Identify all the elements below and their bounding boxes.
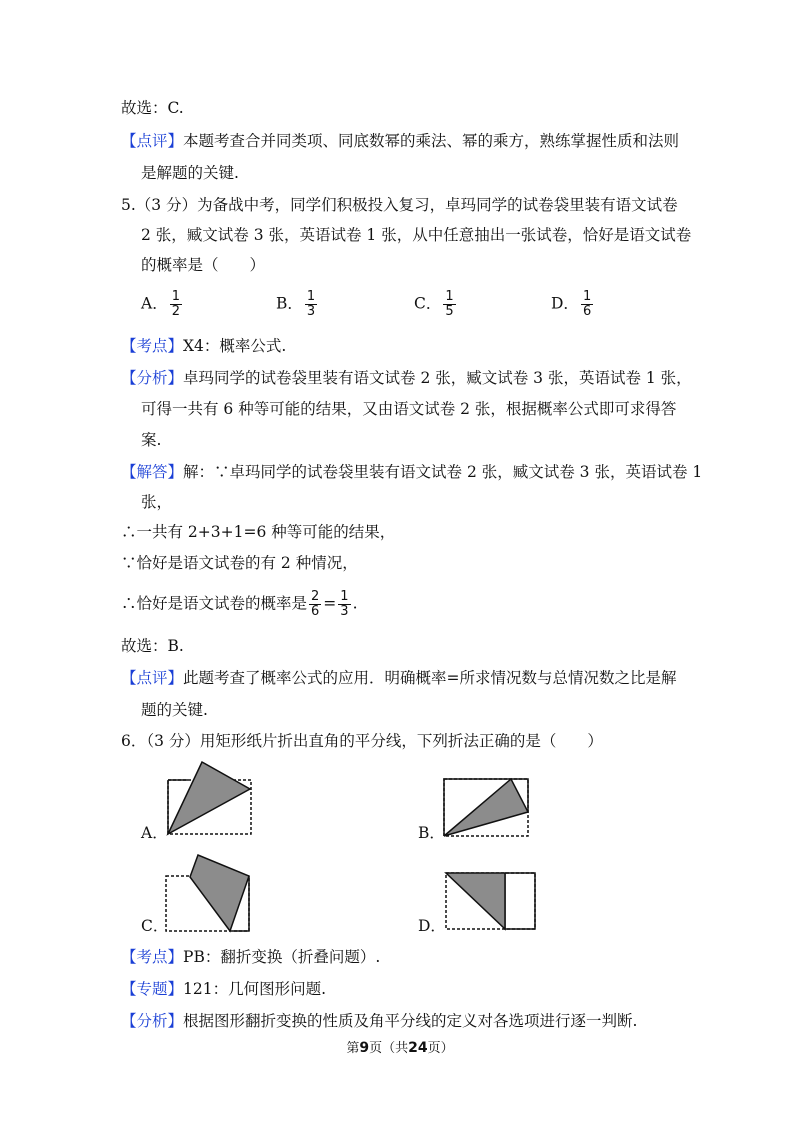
q6-zhuanti: 【专题】121：几何图形问题. xyxy=(121,980,327,998)
q6-figure-c xyxy=(162,852,257,934)
q6-fenxi: 【分析】根据图形翻折变换的性质及角平分线的定义对各选项进行逐一判断. xyxy=(121,1012,638,1030)
q6-option-b: B． xyxy=(418,824,445,842)
q5-comment-2: 题的关键. xyxy=(141,701,208,719)
q5-kaodian: 【考点】X4：概率公式. xyxy=(121,337,287,355)
prev-comment-cont: 是解题的关键. xyxy=(141,164,239,182)
q5-jieda-2: 张， xyxy=(141,493,173,511)
q6-figure-a xyxy=(160,758,260,840)
q5-fenxi-3: 案. xyxy=(141,431,162,449)
page-footer: 第9页（共24页） xyxy=(346,1040,454,1056)
fraction: $\frac{1}{3}$ xyxy=(306,289,316,319)
q5-fenxi-2: 可得一共有 6 种等可能的结果，又由语文试卷 2 张，根据概率公式即可求得答 xyxy=(141,400,677,418)
q6-stem: 6．（3 分）用矩形纸片折出直角的平分线，下列折法正确的是（ ） xyxy=(121,732,603,750)
q5-stem-3: 的概率是（ ） xyxy=(141,256,266,274)
q5-comment: 【点评】此题考查了概率公式的应用．明确概率=所求情况数与总情况数之比是解 xyxy=(121,669,677,687)
q5-answer: 故选：B. xyxy=(121,637,184,655)
q6-option-a: A． xyxy=(141,824,168,842)
q6-option-c: C． xyxy=(141,917,169,935)
prev-comment: 【点评】本题考查合并同类项、同底数幂的乘法、幂的乘方，熟练掌握性质和法则 xyxy=(121,132,680,150)
comment-tag: 【点评】 xyxy=(121,132,184,150)
q6-figure-d xyxy=(443,870,538,932)
q5-option-d: D． $\frac{1}{6}$ xyxy=(551,289,592,319)
fraction: $\frac{1}{2}$ xyxy=(171,289,180,319)
q5-step-2: ∵恰好是语文试卷的有 2 种情况， xyxy=(121,554,358,572)
q5-step-1: ∴一共有 2+3+1=6 种等可能的结果， xyxy=(121,523,396,541)
q5-step-3: ∴恰好是语文试卷的概率是 $\frac{2}{6}$ = $\frac{1}{3}$ . xyxy=(121,589,358,619)
q5-option-b: B． $\frac{1}{3}$ xyxy=(276,289,316,319)
q5-jieda: 【解答】解：∵卓玛同学的试卷袋里装有语文试卷 2 张，臧文试卷 3 张，英语试卷 1 xyxy=(121,463,703,481)
q6-option-d: D． xyxy=(418,917,446,935)
prev-answer: 故选：C. xyxy=(121,99,184,117)
q6-kaodian: 【考点】PB：翻折变换（折叠问题）. xyxy=(121,948,381,966)
q5-stem-1: 5.（3 分）为备战中考，同学们积极投入复习，卓玛同学的试卷袋里装有语文试卷 xyxy=(121,196,678,214)
q5-fenxi: 【分析】卓玛同学的试卷袋里装有语文试卷 2 张，臧文试卷 3 张，英语试卷 1 张， xyxy=(121,369,692,387)
q5-option-a: A． $\frac{1}{2}$ xyxy=(141,289,180,319)
q5-stem-2: 2 张，臧文试卷 3 张，英语试卷 1 张，从中任意抽出一张试卷，恰好是语文试卷 xyxy=(141,226,692,244)
q6-figure-b xyxy=(440,775,535,840)
q5-option-c: C． $\frac{1}{5}$ xyxy=(414,289,454,319)
fraction: $\frac{1}{5}$ xyxy=(445,289,454,319)
fraction: $\frac{1}{6}$ xyxy=(582,289,592,319)
